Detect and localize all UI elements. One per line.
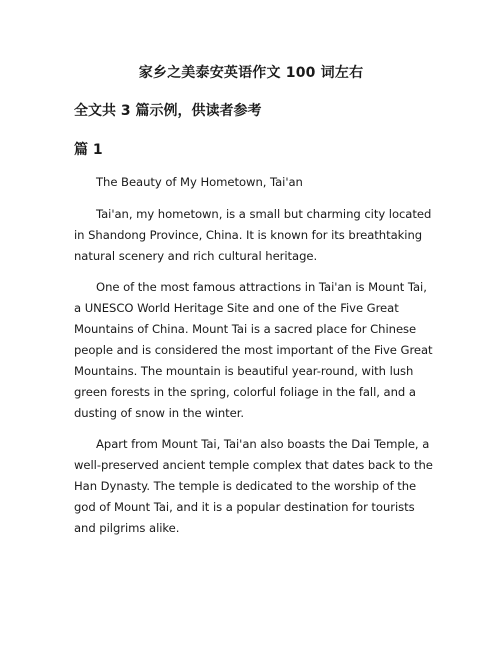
document-subtitle: 全文共 3 篇示例，供读者参考 [74, 103, 262, 119]
paragraph-2: One of the most famous attractions in Tai'an is Mount Tai, a UNESCO World Heritage Site and one of the Five Great Mountains of China. Mount Tai is a sacred place for Chinese people and is considered the most important of the Five Great Mountains. The mountain is beautiful year-round, with lush green forests in the spring, colorful foliage in the fall, and a dusting of snow in the winter. [74, 280, 433, 420]
paragraph-1: Tai'an, my hometown, is a small but charming city located in Shandong Province, China. It is known for its breathtaking natural scenery and rich cultural heritage. [74, 207, 432, 263]
section-heading: 篇 1 [74, 142, 103, 158]
document-title: 家乡之美泰安英语作文 100 词左右 [138, 65, 364, 81]
essay-title: The Beauty of My Hometown, Tai'an [96, 175, 303, 189]
paragraph-3: Apart from Mount Tai, Tai'an also boasts the Dai Temple, a well-preserved ancient temple complex that dates back to the Han Dynasty. The temple is dedicated to the worship of the god of Mount Tai, and it is a popular destination for tourists and pilgrims alike. [74, 437, 433, 535]
